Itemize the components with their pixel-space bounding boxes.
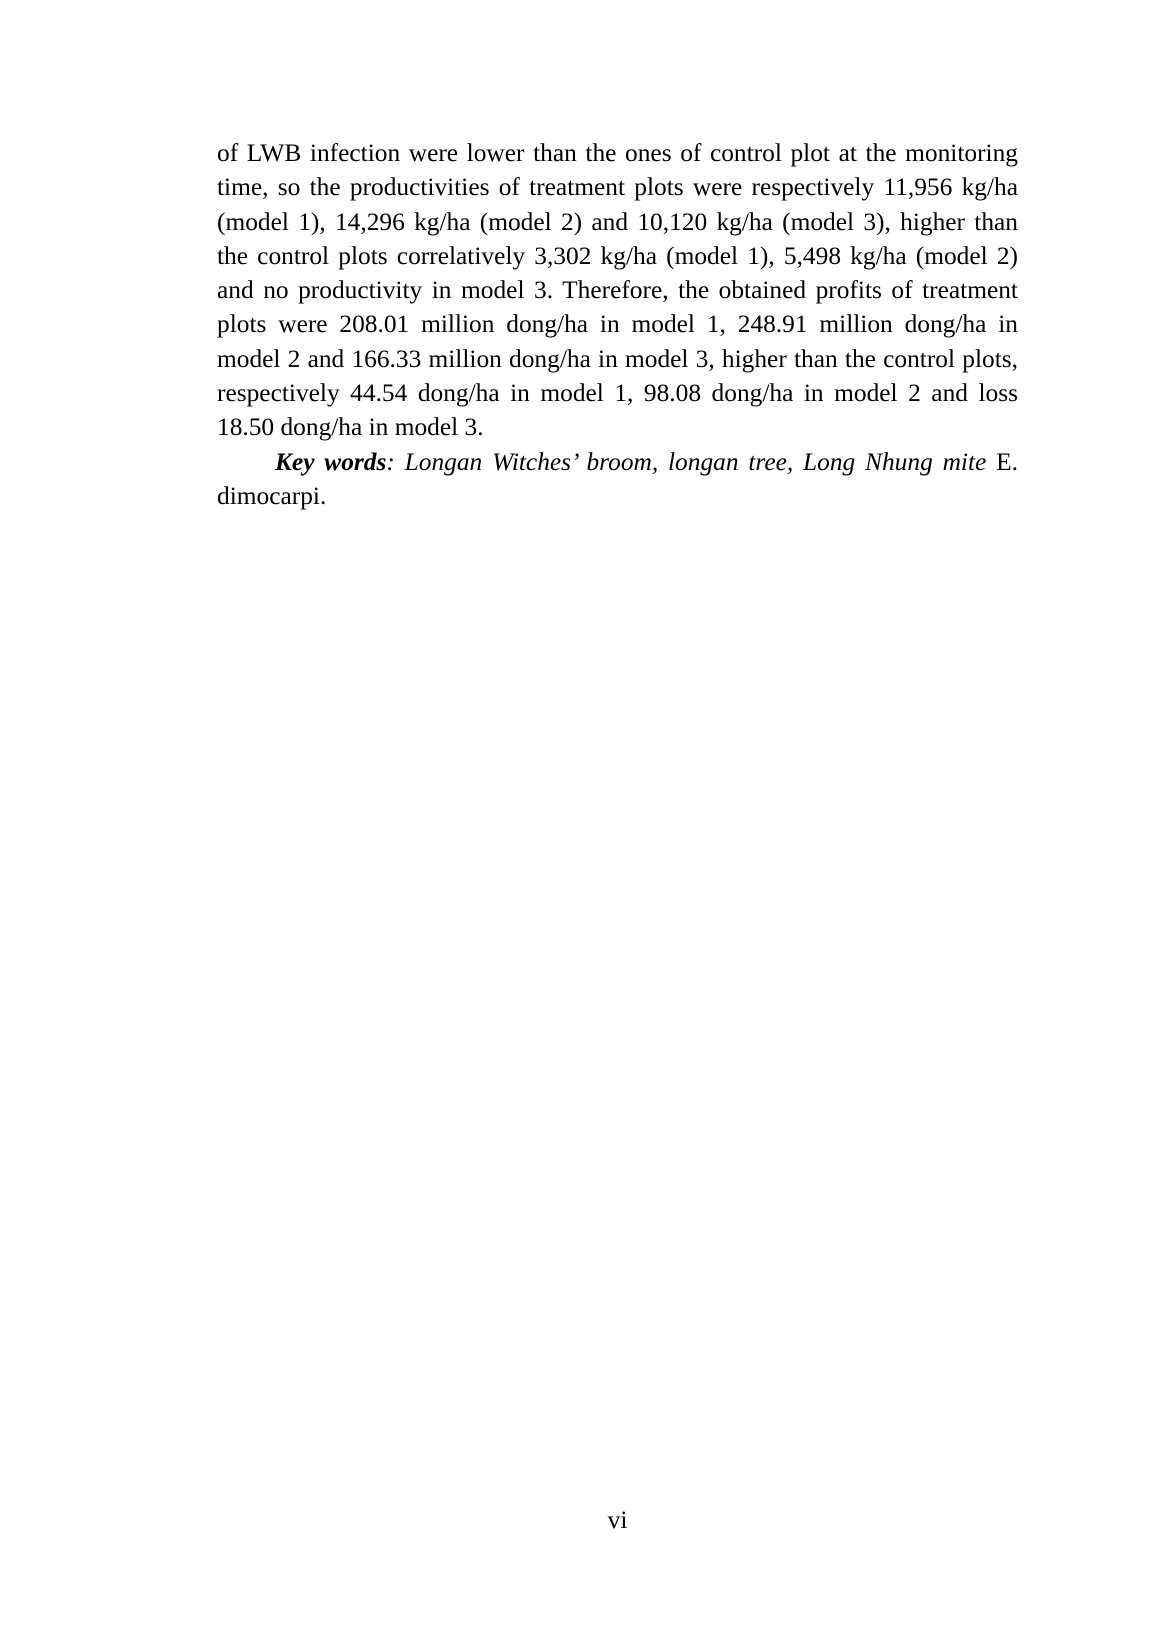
keywords-label: Key words xyxy=(275,447,387,476)
keywords-separator: : xyxy=(386,447,395,476)
abstract-line: plots were 208.01 million dong/ha in model 1, 248.91 million dong/ha in xyxy=(217,310,1018,339)
keywords-species-abbrev: E. xyxy=(996,447,1018,476)
abstract-line: respectively 44.54 dong/ha in model 1, 98.08 dong/ha in model 2 and loss xyxy=(217,379,1018,408)
abstract-line: model 2 and 166.33 million dong/ha in model 3, higher than the control plots, xyxy=(217,344,1018,373)
page-number: vi xyxy=(607,1506,628,1534)
abstract-line: time, so the productivities of treatment plots were respectively 11,956 kg/ha xyxy=(217,173,1018,202)
abstract-line: the control plots correlatively 3,302 kg/ha (model 1), 5,498 kg/ha (model 2) xyxy=(217,241,1018,270)
keywords-continuation-line: dimocarpi. xyxy=(217,481,327,510)
keywords-italic-text: Longan Witches’ broom, longan tree, Long Nhung mite xyxy=(404,447,987,476)
abstract-line: of LWB infection were lower than the ones of control plot at the monitoring xyxy=(217,139,1018,167)
abstract-line: and no productivity in model 3. Therefore, the obtained profits of treatment xyxy=(217,276,1018,305)
abstract-line: (model 1), 14,296 kg/ha (model 2) and 10,120 kg/ha (model 3), higher than xyxy=(217,207,1018,236)
abstract-text-block xyxy=(217,136,1018,513)
keywords-line xyxy=(217,445,1018,479)
abstract-line: 18.50 dong/ha in model 3. xyxy=(217,413,484,442)
